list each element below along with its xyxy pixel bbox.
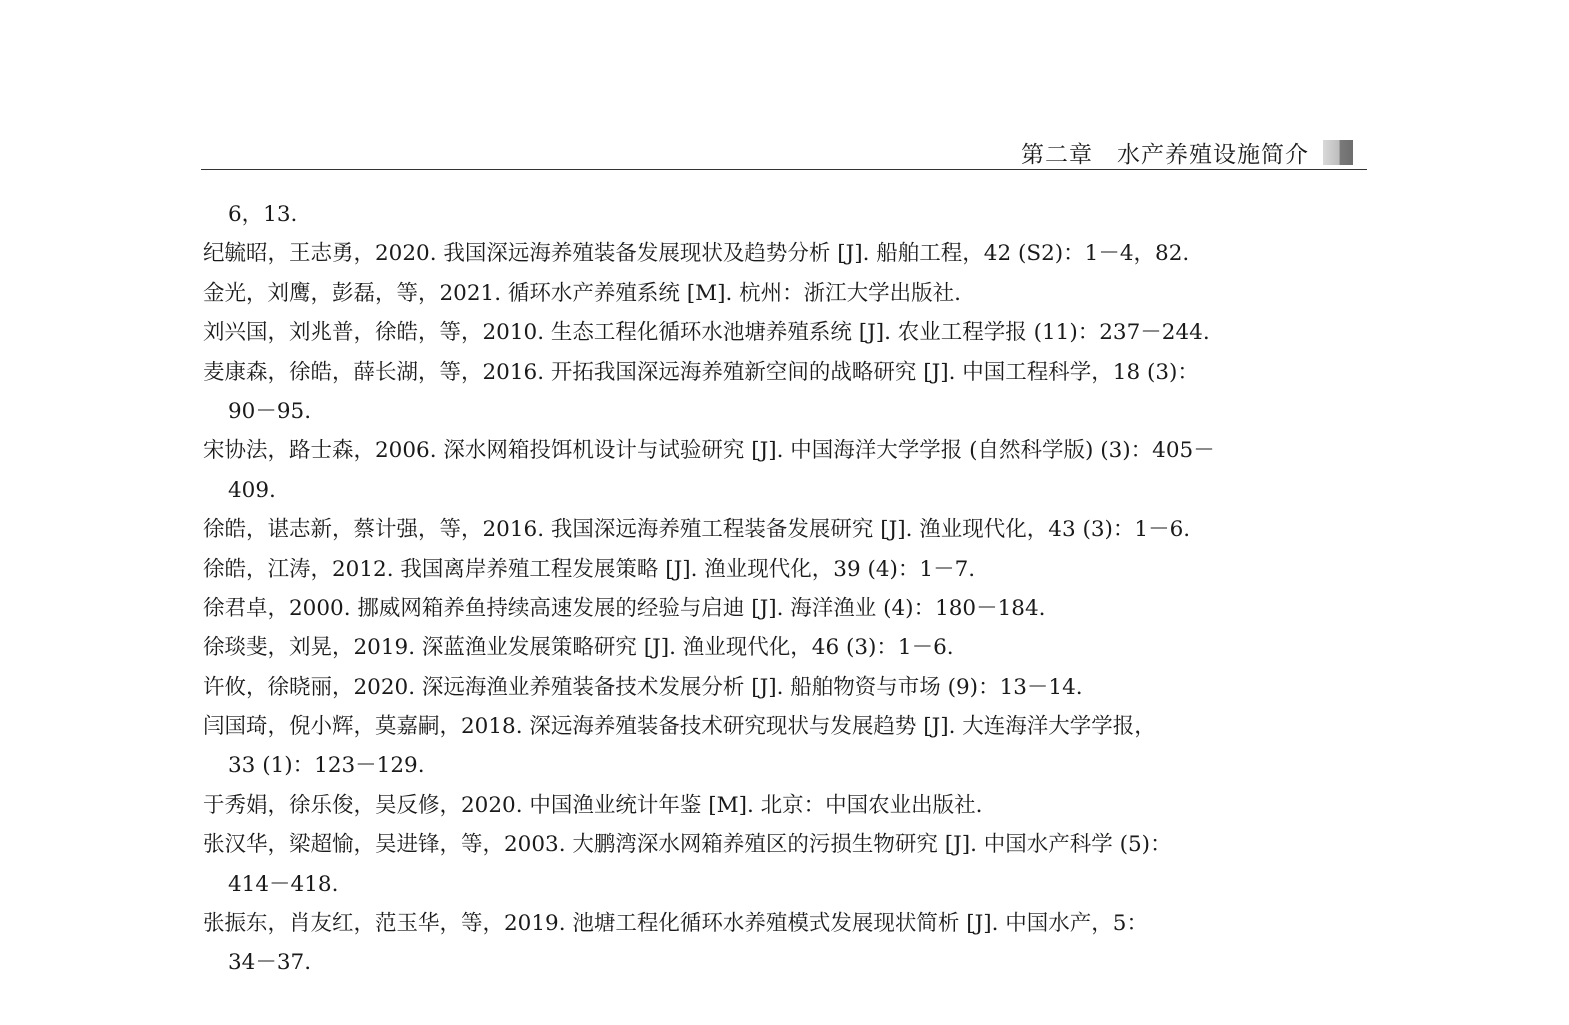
chapter-tab-mark — [1323, 140, 1353, 165]
reference-continuation-line: 409. — [228, 477, 276, 503]
reference-continuation-line: 34－37. — [228, 950, 312, 976]
reference-entry: 闫国琦，倪小辉，莫嘉嗣，2018. 深远海养殖装备技术研究现状与发展趋势 [J]. 大连海洋大学学报， — [203, 714, 1156, 740]
page-header — [201, 132, 1367, 170]
reference-entry: 刘兴国，刘兆普，徐皓，等，2010. 生态工程化循环水池塘养殖系统 [J]. 农业工程学报 (11)：237－244. — [203, 320, 1210, 346]
reference-list — [203, 195, 1367, 983]
reference-entry: 金光，刘鹰，彭磊，等，2021. 循环水产养殖系统 [M]. 杭州：浙江大学出版社. — [203, 280, 962, 306]
reference-entry: 徐琰斐，刘晃，2019. 深蓝渔业发展策略研究 [J]. 渔业现代化，46 (3)：1－6. — [203, 635, 954, 661]
reference-continuation-line: 414－418. — [228, 871, 339, 897]
reference-entry: 纪毓昭，王志勇，2020. 我国深远海养殖装备发展现状及趋势分析 [J]. 船舶工程，42 (S2)：1－4，82. — [203, 241, 1190, 267]
reference-entry: 徐皓，江涛，2012. 我国离岸养殖工程发展策略 [J]. 渔业现代化，39 (4)：1－7. — [203, 556, 976, 582]
reference-continuation-line: 90－95. — [228, 398, 312, 424]
reference-continuation-line: 6，13. — [228, 202, 298, 227]
reference-entry: 徐皓，谌志新，蔡计强，等，2016. 我国深远海养殖工程装备发展研究 [J]. 渔业现代化，43 (3)：1－6. — [203, 517, 1191, 543]
reference-entry: 麦康森，徐皓，薛长湖，等，2016. 开拓我国深远海养殖新空间的战略研究 [J]. 中国工程科学，18 (3)： — [203, 359, 1199, 385]
header-rule — [201, 169, 1367, 171]
chapter-title: 第二章 水产养殖设施简介 — [1021, 142, 1309, 168]
reference-entry: 许攸，徐晓丽，2020. 深远海渔业养殖装备技术发展分析 [J]. 船舶物资与市场 (9)：13－14. — [203, 674, 1083, 700]
reference-entry: 张振东，肖友红，范玉华，等，2019. 池塘工程化循环水养殖模式发展现状简析 [J]. 中国水产，5： — [203, 911, 1148, 937]
reference-continuation-line: 33 (1)：123－129. — [228, 753, 425, 779]
reference-entry: 宋协法，路士森，2006. 深水网箱投饵机设计与试验研究 [J]. 中国海洋大学学报 (自然科学版) (3)：405－ — [203, 438, 1215, 464]
reference-entry: 于秀娟，徐乐俊，吴反修，2020. 中国渔业统计年鉴 [M]. 北京：中国农业出版社. — [203, 792, 983, 818]
reference-entry: 张汉华，梁超愉，吴进锋，等，2003. 大鹏湾深水网箱养殖区的污损生物研究 [J]. 中国水产科学 (5)： — [203, 832, 1172, 858]
reference-entry: 徐君卓，2000. 挪威网箱养鱼持续高速发展的经验与启迪 [J]. 海洋渔业 (4)：180－184. — [203, 595, 1046, 621]
